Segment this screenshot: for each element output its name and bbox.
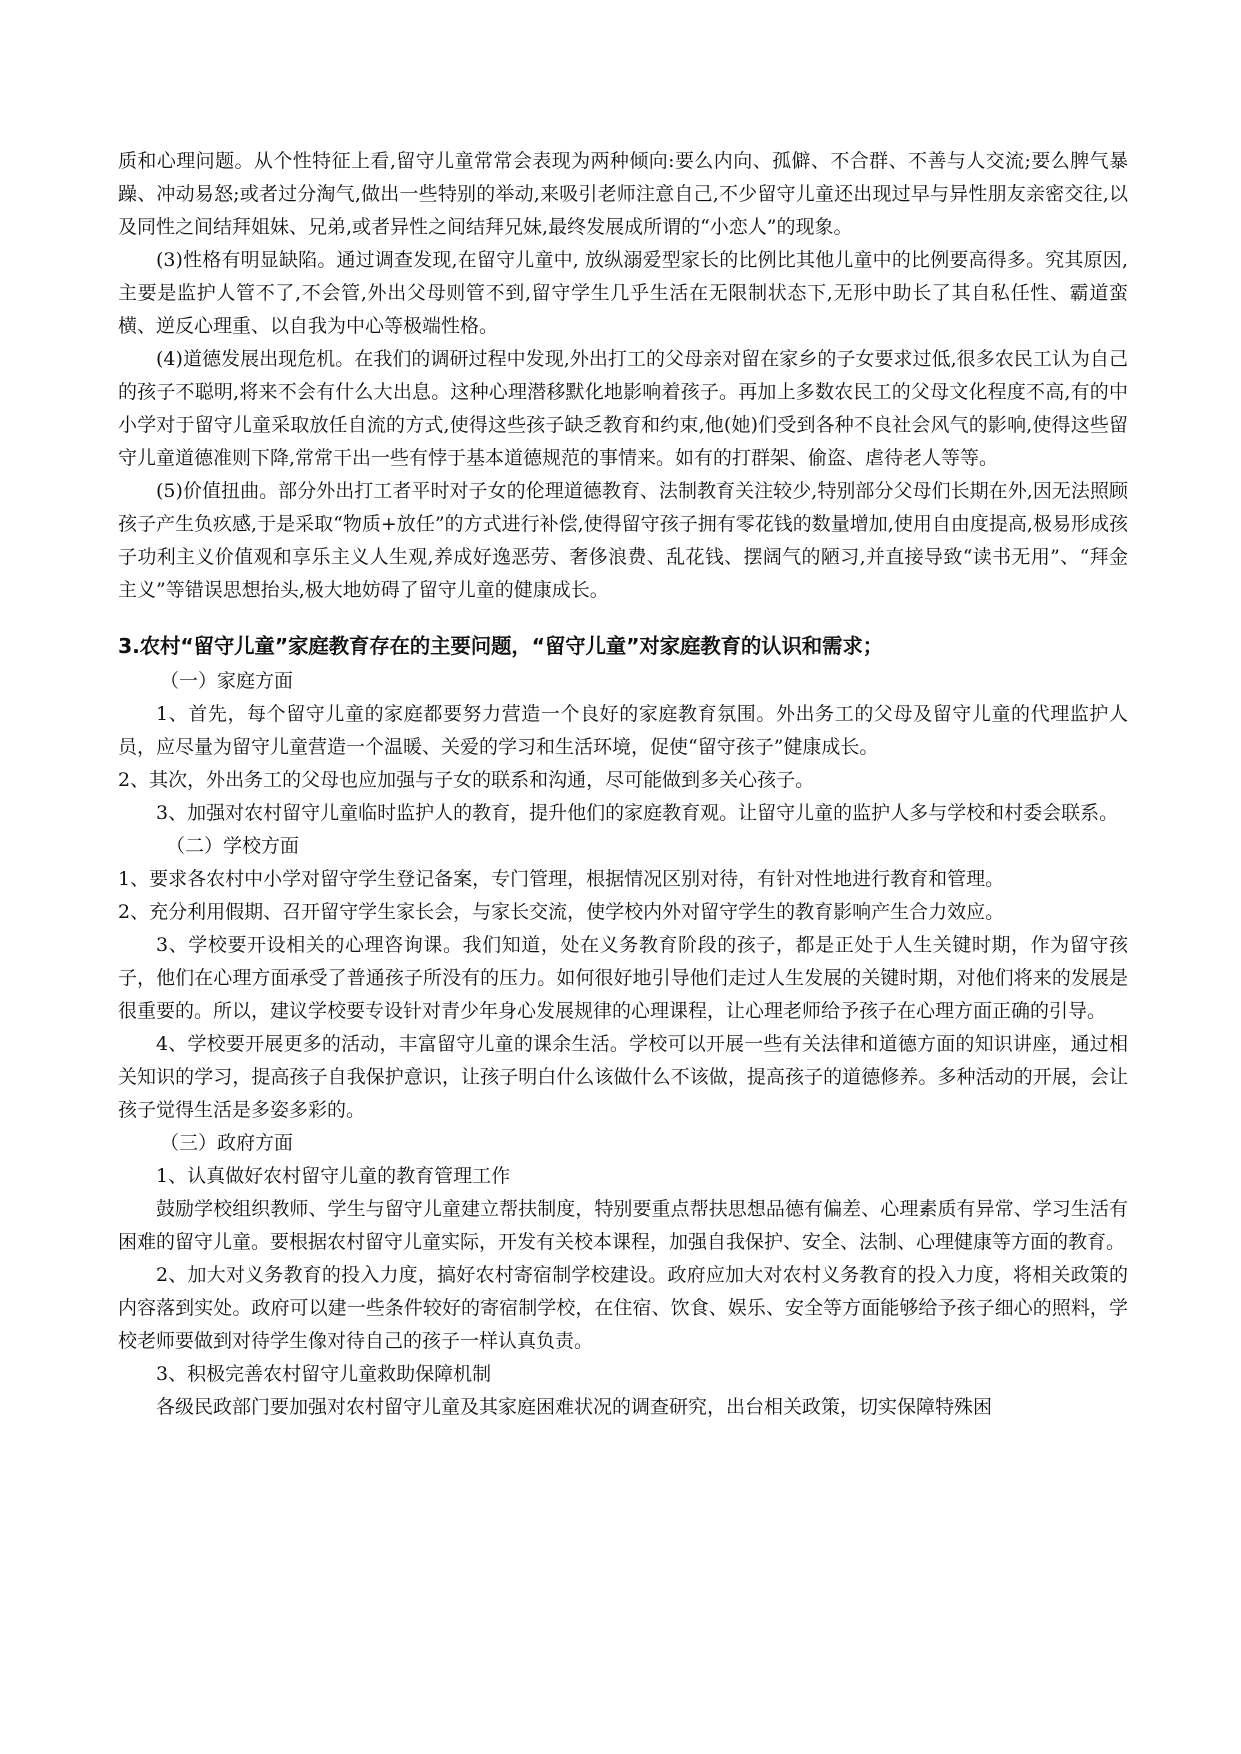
government-item-3-title: 3、积极完善农村留守儿童救助保障机制 (156, 1363, 492, 1385)
government-item-1-body: 鼓励学校组织教师、学生与留守儿童建立帮扶制度，特别要重点帮扶思想品德有偏差、心理素质有异常、学习生活有困难的留守儿童。要根据农村留守儿童实际，开发有关校本课程，加强自我保护、安全、法制、心理健康等方面的教育。 (118, 1198, 1128, 1253)
government-item-2: 2、加大对义务教育的投入力度，搞好农村寄宿制学校建设。政府应加大对农村义务教育的投入力度，将相关政策的内容落到实处。政府可以建一些条件较好的寄宿制学校，在住宿、饮食、娱乐、安全等方面能够给予孩子细心的照料，学校老师要做到对待学生像对待自己的孩子一样认真负责。 (118, 1264, 1128, 1352)
paragraph-intro: 质和心理问题。从个性特征上看,留守儿童常常会表现为两种倾向:要么内向、孤僻、不合群、不善与人交流;要么脾气暴躁、冲动易怒;或者过分淘气,做出一些特别的举动,来吸引老师注意自己,不少留守儿童还出现过早与异性朋友亲密交往,以及同性之间结拜姐妹、兄弟,或者异性之间结拜兄妹,最终发展成所谓的“小恋人”的现象。 (118, 150, 1128, 238)
paragraph-values: (5)价值扭曲。部分外出打工者平时对子女的伦理道德教育、法制教育关注较少,特别部分父母们长期在外,因无法照顾孩子产生负疚感,于是采取“物质+放任”的方式进行补偿,使得留守孩子拥有零花钱的数量增加,使用自由度提高,极易形成孩子功利主义价值观和享乐主义人生观,养成好逸恶劳、奢侈浪费、乱花钱、摆阔气的陋习,并直接导致“读书无用”、“拜金主义”等错误思想抬头,极大地妨碍了留守儿童的健康成长。 (118, 480, 1128, 601)
paragraph-personality: (3)性格有明显缺陷。通过调查发现,在留守儿童中, 放纵溺爱型家长的比例比其他儿童中的比例要高得多。究其原因,主要是监护人管不了,不会管,外出父母则管不到,留守学生几乎生活在无限制状态下,无形中助长了其自私任性、霸道蛮横、逆反心理重、以自我为中心等极端性格。 (118, 249, 1128, 337)
family-item-2: 2、其次，外出务工的父母也应加强与子女的联系和沟通，尽可能做到多关心孩子。 (118, 769, 815, 791)
section-title: 3.农村“留守儿童”家庭教育存在的主要问题，“留守儿童”对家庭教育的认识和需求； (118, 634, 883, 658)
government-heading: （三）政府方面 (160, 1132, 294, 1154)
school-item-4: 4、学校要开展更多的活动，丰富留守儿童的课余生活。学校可以开展一些有关法律和道德方面的知识讲座，通过相关知识的学习，提高孩子自我保护意识，让孩子明白什么该做什么不该做，提高孩子的道德修养。多种活动的开展，会让孩子觉得生活是多姿多彩的。 (118, 1033, 1128, 1121)
government-item-3-body: 各级民政部门要加强对农村留守儿童及其家庭困难状况的调查研究，出台相关政策，切实保障特殊困 (156, 1396, 993, 1418)
school-item-1: 1、要求各农村中小学对留守学生登记备案，专门管理，根据情况区别对待，有针对性地进行教育和管理。 (118, 868, 1005, 890)
government-item-1-title: 1、认真做好农村留守儿童的教育管理工作 (156, 1165, 511, 1187)
family-item-1: 1、首先，每个留守儿童的家庭都要努力营造一个良好的家庭教育氛围。外出务工的父母及留守儿童的代理监护人员，应尽量为留守儿童营造一个温暖、关爱的学习和生活环境，促使“留守孩子”健康成长。 (118, 703, 1128, 758)
school-item-2: 2、充分利用假期、召开留守学生家长会，与家长交流，使学校内外对留守学生的教育影响产生合力效应。 (118, 901, 1005, 923)
family-heading: （一）家庭方面 (160, 670, 294, 692)
family-item-3: 3、加强对农村留守儿童临时监护人的教育，提升他们的家庭教育观。让留守儿童的监护人多与学校和村委会联系。 (156, 802, 1119, 824)
school-item-3: 3、学校要开设相关的心理咨询课。我们知道，处在义务教育阶段的孩子，都是正处于人生关键时期，作为留守孩子，他们在心理方面承受了普通孩子所没有的压力。如何很好地引导他们走过人生发展的关键时期，对他们将来的发展是很重要的。所以，建议学校要专设针对青少年身心发展规律的心理课程，让心理老师给予孩子在心理方面正确的引导。 (118, 934, 1128, 1022)
school-heading: （二）学校方面 (166, 835, 300, 857)
document-page (118, 145, 1128, 1424)
paragraph-morality: (4)道德发展出现危机。在我们的调研过程中发现,外出打工的父母亲对留在家乡的子女要求过低,很多农民工认为自己的孩子不聪明,将来不会有什么大出息。这种心理潜移默化地影响着孩子。再加上多数农民工的父母文化程度不高,有的中小学对于留守儿童采取放任自流的方式,使得这些孩子缺乏教育和约束,他(她)们受到各种不良社会风气的影响,使得这些留守儿童道德准则下降,常常干出一些有悖于基本道德规范的事情来。如有的打群架、偷盗、虐待老人等等。 (118, 348, 1128, 469)
